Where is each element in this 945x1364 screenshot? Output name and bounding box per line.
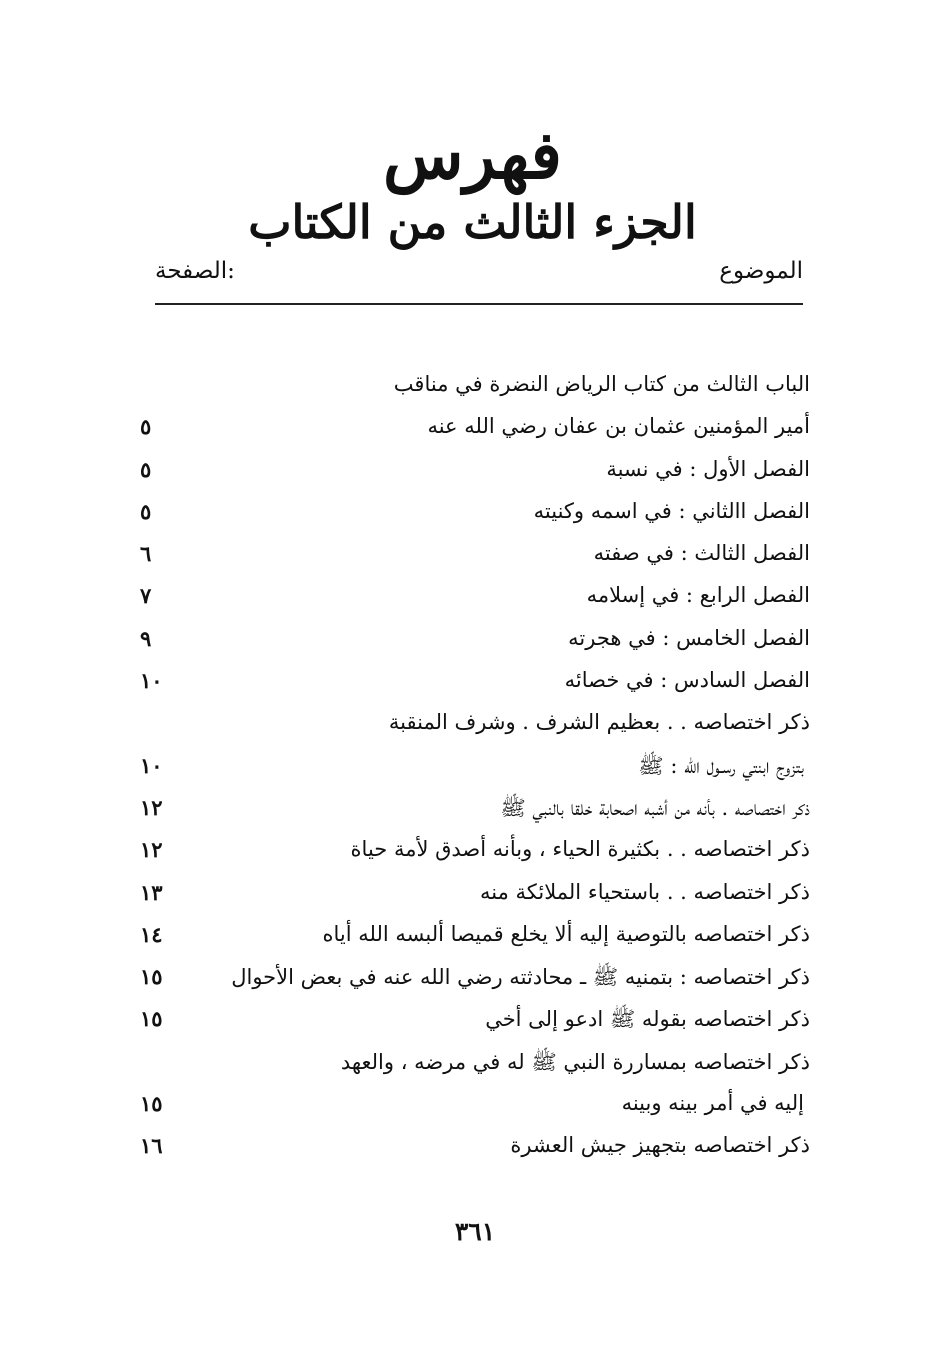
list-item: [140, 960, 810, 1002]
entry-text: ذكر اختصاصه : بتمنيه ﷺ ـ محادثته رضي الله عنه في بعض الأحوال: [231, 965, 810, 990]
list-item: [140, 410, 810, 452]
entry-text: الفصل الخامس : في هجرته: [568, 625, 810, 650]
entry-text: الفصل الثالث : في صفته: [593, 541, 810, 566]
entry-page-number: ٥: [140, 498, 152, 524]
entry-page-number: ٧: [140, 583, 152, 609]
entry-page-number: ١٥: [140, 1006, 163, 1032]
index-title: فهرس: [383, 116, 562, 194]
entry-page-number: ١٢: [140, 794, 163, 820]
list-item: [140, 706, 810, 748]
entry-text: ذكر اختصاصه . . باستحياء الملائكة منه: [480, 879, 810, 904]
column-headers: [155, 258, 803, 294]
entry-page-number: ٥: [140, 414, 152, 440]
entry-text: ذكر اختصاصه بقوله ﷺ ادعو إلى أخي: [485, 1007, 810, 1032]
entry-text: أمير المؤمنين عثمان بن عفان رضي الله عنه: [427, 414, 810, 439]
entry-text: ذكر اختصاصه . بأنه من أشبه اصحابة خلقا بالنبي ﷺ: [500, 795, 810, 820]
entry-text: بتزوج ابنتي رسـول الله : ﷺ: [638, 753, 804, 778]
list-item: [140, 368, 810, 410]
entry-page-number: ٩: [140, 625, 152, 651]
entry-page-number: ١٠: [140, 668, 163, 694]
header-divider: [155, 303, 803, 305]
entry-text: إليه في أمر بينه وبينه: [621, 1091, 804, 1116]
topic-column-header: الموضوع: [719, 258, 803, 284]
list-item: [140, 664, 810, 706]
list-item: [140, 495, 810, 537]
entry-text: الفصل الأول : في نسبة: [606, 456, 810, 481]
entry-text: الفصل االثاني : في اسمه وكنيته: [533, 498, 810, 523]
list-item: [140, 1002, 810, 1044]
entry-page-number: ١٥: [140, 964, 163, 990]
list-item: [140, 1045, 810, 1087]
entry-text: الفصل الرابع : في إسلامه: [586, 583, 810, 608]
entry-page-number: ١٤: [140, 921, 163, 947]
entry-text: ذكر اختصاصه . . بكثيرة الحياء ، وبأنه أصدق لأمة حياة: [350, 837, 810, 862]
entry-page-number: ٥: [140, 456, 152, 482]
list-item: [140, 579, 810, 621]
list-item: [140, 833, 810, 875]
entry-text: الباب الثالث من كتاب الرياض النضرة في مناقب: [393, 372, 810, 396]
title-block: [150, 118, 795, 252]
entry-page-number: ١٣: [140, 879, 163, 905]
entry-page-number: ١٥: [140, 1091, 163, 1117]
entry-text: ذكر اختصاصه . . بعظيم الشرف . وشرف المنقبة: [388, 710, 810, 735]
entry-page-number: ٦: [140, 541, 152, 567]
entry-text: ذكر اختصاصه بتجهيز جيش العشرة: [510, 1133, 810, 1158]
list-item: [140, 876, 810, 918]
contents-list: [140, 368, 810, 1172]
entry-text: ذكر اختصاصه بمساررة النبي ﷺ له في مرضه ، والعهد: [340, 1049, 810, 1074]
entry-page-number: ١٠: [140, 752, 163, 778]
entry-text: ذكر اختصاصه بالتوصية إليه ألا يخلع قميصا ألبسه الله أياه: [322, 921, 810, 946]
list-item: [140, 1129, 810, 1171]
entry-page-number: ١٢: [140, 837, 163, 863]
page-column-header: :الصفحة: [155, 258, 235, 284]
entry-text: الفصل السادس : في خصائه: [564, 668, 810, 693]
volume-subtitle: الجزء الثالث من الكتاب: [248, 195, 697, 249]
list-item: [140, 453, 810, 495]
list-item: [140, 537, 810, 579]
list-item: [140, 622, 810, 664]
list-item: [140, 749, 810, 791]
list-item: [140, 918, 810, 960]
entry-page-number: ١٦: [140, 1133, 163, 1159]
list-item: [140, 791, 810, 833]
list-item: [140, 1087, 810, 1129]
page-number: ٣٦١: [454, 1217, 496, 1246]
